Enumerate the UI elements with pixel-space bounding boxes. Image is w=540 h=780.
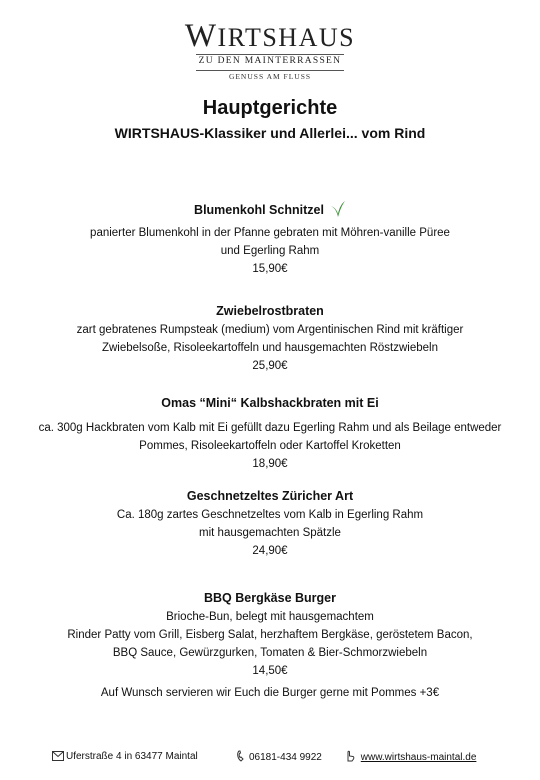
- vegan-leaf-icon: [330, 200, 346, 224]
- footer-phone[interactable]: [237, 750, 322, 767]
- dish-price: 14,50€: [252, 665, 288, 677]
- dish-name: Blumenkohl Schnitzel: [194, 203, 324, 217]
- dish-name: Omas “Mini“ Kalbshackbraten mit Ei: [161, 396, 379, 410]
- footer-address: [52, 750, 198, 766]
- dish-price: 18,90€: [252, 458, 288, 470]
- dish-description-line: Zwiebelsoße, Risoleekartoffeln und hausgemachten Röstzwiebeln: [101, 342, 439, 354]
- dish-price: 24,90€: [252, 545, 288, 557]
- dish-description-line: ca. 300g Hackbraten vom Kalb mit Ei gefüllt dazu Egerling Rahm und als Beilage entweder: [38, 422, 502, 434]
- dish-description-line: Rinder Patty vom Grill, Eisberg Salat, herzhaftem Bergkäse, geröstetem Bacon,: [67, 629, 473, 641]
- dish-name: BBQ Bergkäse Burger: [204, 591, 336, 605]
- dish-description-line: BBQ Sauce, Gewürzgurken, Tomaten & Bier-Schmorzwiebeln: [112, 647, 428, 659]
- dish-item: [0, 200, 540, 278]
- dish-description-line: panierter Blumenkohl in der Pfanne gebraten mit Möhren-vanille Püree: [90, 227, 450, 239]
- logo-wordmark: [0, 18, 540, 54]
- dish-item: [0, 301, 540, 375]
- logo: [0, 18, 540, 82]
- logo-divider-2: [196, 70, 344, 71]
- dish-name: Geschnetzeltes Züricher Art: [186, 489, 354, 503]
- dish-description-line: Pommes, Risoleekartoffeln oder Kartoffel Kroketten: [139, 440, 401, 452]
- page-title: Hauptgerichte: [202, 97, 338, 119]
- logo-initial: W: [184, 18, 218, 54]
- dish-description-line: und Egerling Rahm: [220, 245, 320, 257]
- dish-item: [0, 588, 540, 680]
- cursor-icon: [344, 750, 356, 767]
- dish-name-row: [0, 200, 540, 224]
- envelope-icon: [52, 751, 64, 766]
- logo-subtitle: ZU DEN MAINTERRASSEN: [198, 56, 342, 66]
- dish-description-line: zart gebratenes Rumpsteak (medium) vom Argentinischen Rind mit kräftiger: [76, 324, 464, 336]
- burger-fries-note: Auf Wunsch servieren wir Euch die Burger gerne mit Pommes +3€: [100, 687, 440, 699]
- dish-item: [0, 486, 540, 560]
- logo-tagline: GENUSS AM FLUSS: [228, 72, 312, 81]
- phone-text: 06181-434 9922: [249, 752, 322, 763]
- website-link[interactable]: www.wirtshaus-maintal.de: [360, 752, 477, 763]
- dish-description-line: mit hausgemachten Spätzle: [199, 527, 341, 539]
- dish-description-line: Brioche-Bun, belegt mit hausgemachtem: [166, 611, 374, 623]
- dish-price: 25,90€: [252, 360, 288, 372]
- address-text: Uferstraße 4 in 63477 Maintal: [66, 751, 198, 762]
- page-subtitle: WIRTSHAUS-Klassiker und Allerlei... vom Rind: [114, 125, 426, 141]
- dish-description-line: Ca. 180g zartes Geschnetzeltes vom Kalb in Egerling Rahm: [116, 509, 424, 521]
- dish-name: Zwiebelrostbraten: [216, 304, 324, 318]
- phone-icon: [237, 750, 247, 767]
- footer-website[interactable]: [344, 750, 476, 767]
- dish-price: 15,90€: [252, 263, 288, 275]
- logo-wordmark-rest: IRTSHAUS: [217, 23, 356, 52]
- dish-item: [0, 393, 540, 473]
